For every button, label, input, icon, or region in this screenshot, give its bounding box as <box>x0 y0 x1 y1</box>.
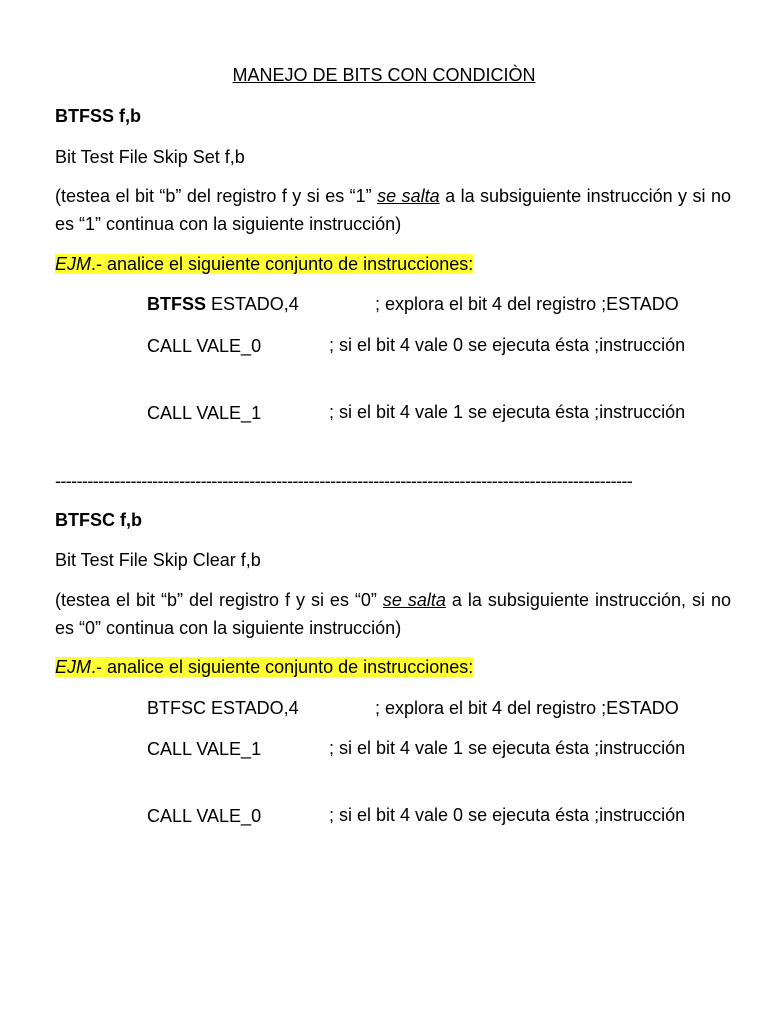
btfsc-code-line-2: CALL VALE_1 <box>147 739 262 759</box>
btfss-heading: BTFSS f,b <box>55 106 141 126</box>
section-divider: ----------------------------------------------------------------------------------------------------------- <box>55 471 633 491</box>
btfss-example-label: EJM <box>55 254 91 274</box>
btfsc-example-highlight <box>55 657 473 677</box>
btfsc-code-line-1: BTFSC ESTADO,4 <box>147 698 299 718</box>
btfss-comment-1: ; explora el bit 4 del registro ;ESTADO <box>375 294 679 314</box>
btfss-code-arg: ESTADO,4 <box>206 294 299 314</box>
btfsc-description <box>55 586 731 642</box>
btfsc-desc-after: a la subsiguiente instrucción, si no es “0” continua con la siguiente instrucción) <box>55 590 731 638</box>
btfss-code-line-1 <box>147 293 299 315</box>
btfss-example-highlight <box>55 254 473 274</box>
btfsc-desc-before: (testea el bit “b” del registro f y si es “0” <box>55 590 383 610</box>
btfss-example-line <box>55 253 473 275</box>
btfsc-comment-2: ; si el bit 4 vale 1 se ejecuta ésta ;instrucción <box>329 738 686 758</box>
page-title <box>0 64 768 86</box>
btfsc-comment-3: ; si el bit 4 vale 0 se ejecuta ésta ;instrucción <box>329 805 686 825</box>
btfsc-code-line-3: CALL VALE_0 <box>147 806 262 826</box>
btfss-desc-before: (testea el bit “b” del registro f y si es “1” <box>55 186 378 206</box>
btfsc-desc-emph: se salta <box>382 590 446 610</box>
btfss-desc-after: a la subsiguiente instrucción y si no es “1” continua con la siguiente instrucción) <box>55 186 731 234</box>
btfsc-example-label: EJM <box>55 657 91 677</box>
btfsc-comment-1: ; explora el bit 4 del registro ;ESTADO <box>375 698 679 718</box>
btfsc-heading: BTFSC f,b <box>55 510 142 530</box>
btfsc-example-line <box>55 656 473 678</box>
btfss-code-line-2: CALL VALE_0 <box>147 336 262 356</box>
btfss-comment-2: ; si el bit 4 vale 0 se ejecuta ésta ;instrucción <box>329 335 686 355</box>
page-title-text: MANEJO DE BITS CON CONDICIÒN <box>232 65 536 85</box>
btfss-comment-3: ; si el bit 4 vale 1 se ejecuta ésta ;instrucción <box>329 402 686 422</box>
btfss-example-text: .- analice el siguiente conjunto de instrucciones: <box>91 254 474 274</box>
btfss-desc-emph: se salta <box>377 186 440 206</box>
btfsc-subheading: Bit Test File Skip Clear f,b <box>55 550 261 570</box>
btfsc-example-text: .- analice el siguiente conjunto de instrucciones: <box>91 657 474 677</box>
btfss-code-op: BTFSS <box>147 294 207 314</box>
btfss-description <box>55 182 731 238</box>
btfss-subheading: Bit Test File Skip Set f,b <box>55 147 245 167</box>
btfss-code-line-3: CALL VALE_1 <box>147 403 262 423</box>
